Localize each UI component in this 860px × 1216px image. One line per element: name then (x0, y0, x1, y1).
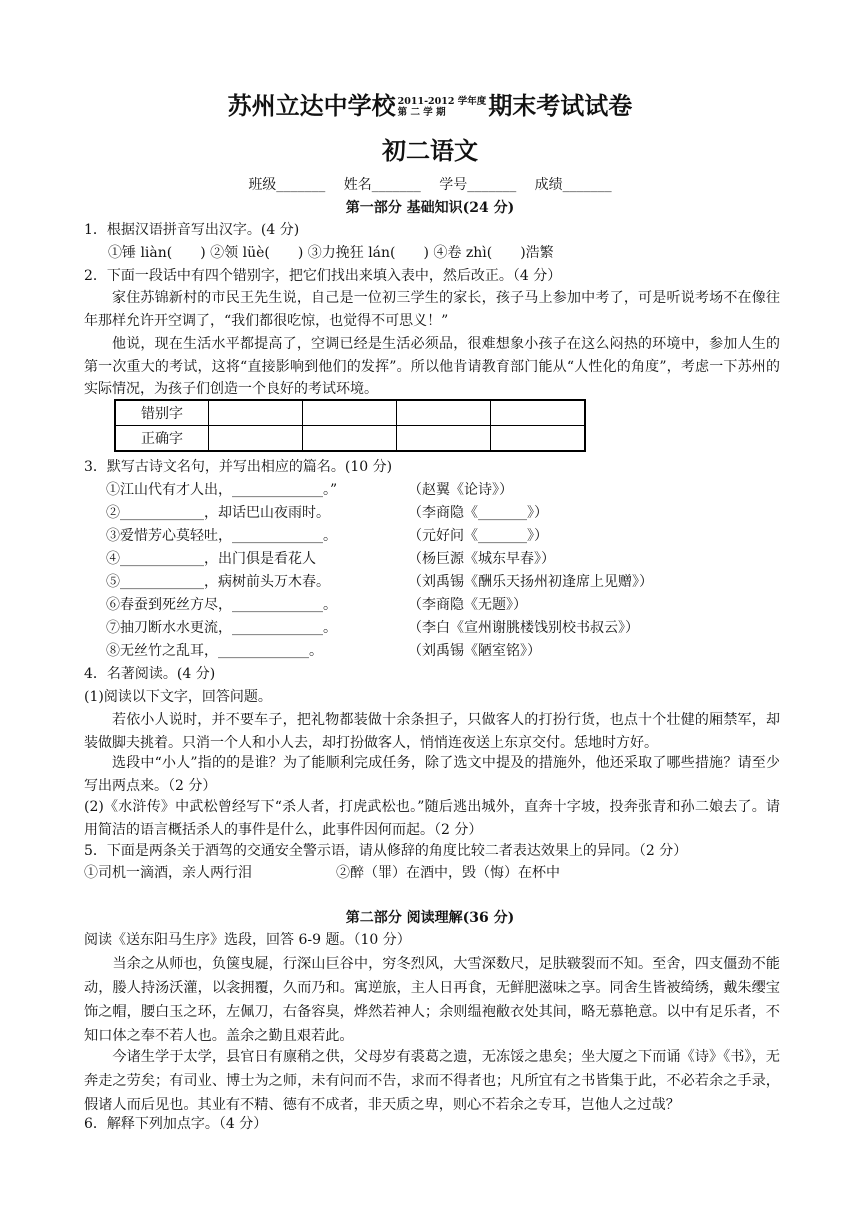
semester: 第 二 学 期 (397, 107, 446, 118)
question-4-prompt: 选段中“小人”指的的是谁？为了能顺利完成任务，除了选文中提及的措施外，他还采取了哪些措施？请至少写出两点来。（2 分） (84, 755, 780, 794)
question-4: 4．名著阅读。(4 分) (84, 666, 216, 682)
question-6: 6．解释下列加点字。（4 分） (84, 1116, 268, 1132)
poem-line: ⑤____________，病树前头万木春。 (106, 574, 330, 590)
poem-source: （赵翼《论诗》） (408, 482, 513, 498)
table-row-label: 错别字 (115, 400, 209, 426)
question-3: 3．默写古诗文名句，并写出相应的篇名。(10 分) (84, 459, 393, 475)
poem-line: ⑧无丝竹之乱耳，_____________。 (106, 643, 323, 659)
poem-line: ④____________，出门俱是看花人 (106, 551, 316, 567)
poem-source: （李商隐《无题》） (408, 597, 527, 613)
answer-cell[interactable] (491, 426, 586, 452)
answer-cell[interactable] (209, 400, 303, 426)
question-4-part-1: (1)阅读以下文字，回答问题。 (84, 689, 272, 705)
table-row (115, 426, 585, 452)
poem-source: （杨巨源《城东早春》） (408, 551, 555, 567)
answer-cell[interactable] (397, 400, 491, 426)
classical-passage-2: 今诸生学于太学，县官日有廪稍之供，父母岁有裘葛之遗，无冻馁之患矣；坐大厦之下而诵《诗》《书》，无奔走之劳矣；有司业、博士为之师，未有问而不告，求而不得者也；凡所宜有之书皆集于此，不必若余之手录，假诸人而后见也。其业有不精、德有不成者，非天质之卑，则心不若余之专耳，岂他人之过哉？ (84, 1049, 780, 1113)
poem-source: （李白《宣州谢朓楼饯别校书叔云》） (408, 620, 639, 636)
school-name: 苏州立达中学校 (227, 92, 396, 120)
subject-title: 初二语文 (382, 137, 478, 165)
classical-passage-1: 当余之从师也，负箧曳屣，行深山巨谷中，穷冬烈风，大雪深数尺，足肤皲裂而不知。至舍，四支僵劲不能动，媵人持汤沃灌，以衾拥覆，久而乃和。寓逆旅，主人日再食，无鲜肥滋味之享。同舍生皆被绮绣，戴朱缨宝饰之帽，腰白玉之环，左佩刀，右备容臭，烨然若神人；余则缊袍敝衣处其间，略无慕艳意。以中有足乐者，不知口体之奉不若人也。盖余之勤且艰若此。 (84, 956, 780, 1044)
answer-cell[interactable] (209, 426, 303, 452)
question-2-paragraph-2: 他说，现在生活水平都提高了，空调已经是生活必须品，很难想象小孩子在这么闷热的环境中，参加人生的第一次重大的考试，这将“直接影响到他们的发挥”。所以他肯请教育部门能从“人性化的角度”，考虑一下苏州的实际情况，为孩子们创造一个良好的考试环境。 (84, 336, 780, 397)
poem-source: （刘禹锡《陋室铭》） (408, 643, 541, 659)
question-4-passage: 若依小人说时，并不要车子，把礼物都装做十余条担子，只做客人的打扮行货，也点十个壮健的厢禁军，却装做脚夫挑着。只消一个人和小人去，却打扮做客人，悄悄连夜送上东京交付。恁地时方好。 (84, 712, 780, 751)
exam-name: 期末考试试卷 (488, 92, 633, 120)
question-5: 5．下面是两条关于酒驾的交通安全警示语，请从修辞的角度比较二者表达效果上的异同。（2 分） (84, 843, 688, 859)
typo-correction-table (114, 399, 586, 452)
question-5-slogan-b: ②醉（罪）在酒中，毁（悔）在杯中 (336, 865, 560, 881)
poem-line: ⑦抽刀断水水更流，_____________。 (106, 620, 337, 636)
table-row (115, 400, 585, 426)
poem-line: ①江山代有才人出，_____________。” (106, 482, 338, 498)
student-info-fields: 班级_______ 姓名_______ 学号_______ 成绩_______ (248, 177, 612, 193)
question-5-slogan-a: ①司机一滴酒，亲人两行泪 (84, 865, 252, 881)
school-year: 2011-2012 学年度 (397, 96, 487, 107)
poem-line: ③爱惜芳心莫轻吐，_____________。 (106, 528, 337, 544)
part1-title: 第一部分 基础知识(24 分) (345, 200, 515, 216)
poem-source: （元好问《_______》） (408, 528, 548, 544)
question-2: 2．下面一段话中有四个错别字，把它们找出来填入表中，然后改正。（4 分） (84, 268, 562, 284)
answer-cell[interactable] (303, 400, 397, 426)
answer-cell[interactable] (397, 426, 491, 452)
question-1: 1．根据汉语拼音写出汉字。(4 分) (84, 222, 300, 238)
exam-title (0, 86, 860, 126)
question-1-items: ①锤 liàn( ) ②领 lüè( ) ③力挽狂 lán( ) ④卷 zhì( )浩繁 (108, 245, 554, 261)
reading-intro: 阅读《送东阳马生序》选段，回答 6-9 题。（10 分） (84, 932, 411, 948)
poem-source: （刘禹锡《酬乐天扬州初逢席上见赠》） (408, 574, 653, 590)
part2-title: 第二部分 阅读理解(36 分) (345, 910, 515, 926)
poem-source: （李商隐《_______》） (408, 505, 548, 521)
question-4-part-2: (2)《水浒传》中武松曾经写下“杀人者，打虎武松也。”随后逃出城外，直奔十字坡，投奔张青和孙二娘去了。请用简洁的语言概括杀人的事件是什么，此事件因何而起。（2 分） (84, 799, 780, 838)
poem-line: ②____________，却话巴山夜雨时。 (106, 505, 330, 521)
answer-cell[interactable] (491, 400, 586, 426)
question-2-paragraph-1: 家住苏锦新村的市民王先生说，自己是一位初三学生的家长，孩子马上参加中考了，可是听说考场不在像往年那样允许开空调了，“我们都很吃惊，也觉得不可思义！” (84, 290, 780, 329)
table-row-label: 正确字 (115, 426, 209, 452)
answer-cell[interactable] (303, 426, 397, 452)
term-stack (398, 96, 487, 118)
poem-line: ⑥春蚕到死丝方尽，_____________。 (106, 597, 337, 613)
